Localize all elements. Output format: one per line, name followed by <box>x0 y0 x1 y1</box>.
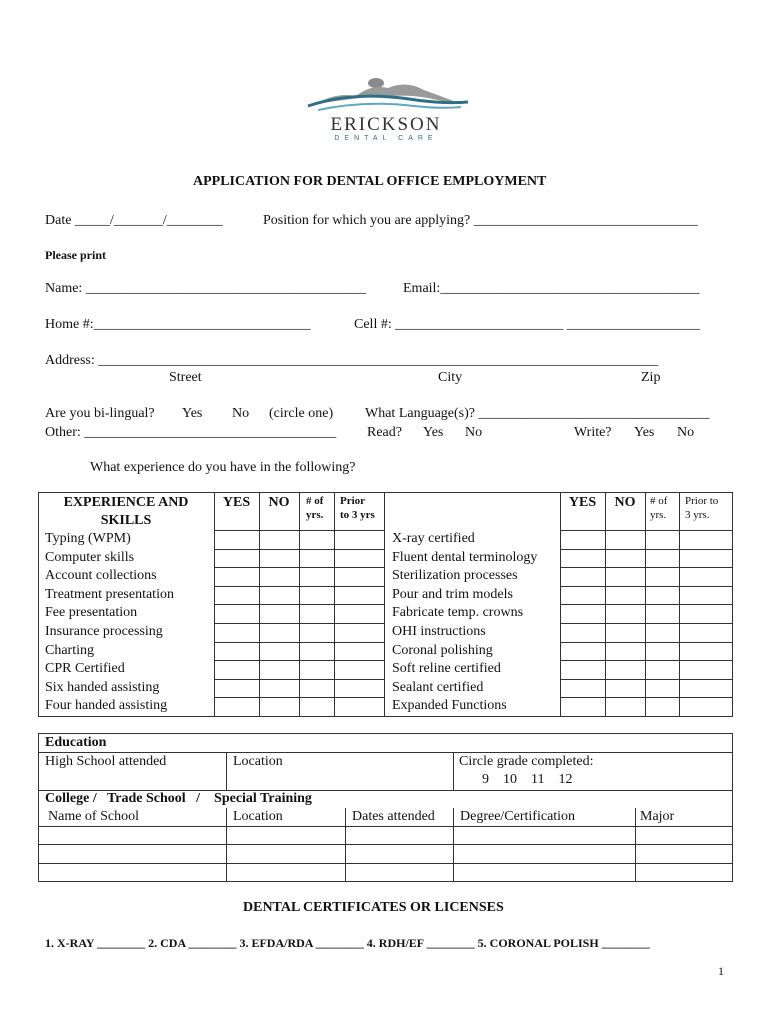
table-row-line <box>214 604 384 605</box>
table-col-line <box>384 492 385 716</box>
header-years-left-1: # of <box>306 495 324 507</box>
skill-left-item: Treatment presentation <box>45 587 174 602</box>
table-row-line <box>560 586 732 587</box>
table-row-line <box>214 549 384 550</box>
skill-right-item: OHI instructions <box>392 624 486 639</box>
table-row-line <box>214 660 384 661</box>
table-row-line <box>560 642 732 643</box>
edu-col-line <box>453 752 454 790</box>
date-field[interactable]: Date _____/_______/________ <box>45 213 223 228</box>
table-row-line <box>560 660 732 661</box>
table-row-line <box>214 623 384 624</box>
header-prior-right-2: 3 yrs. <box>685 509 710 521</box>
header-skills-line2: SKILLS <box>100 513 152 528</box>
header-prior-left-2: to 3 yrs <box>340 509 375 521</box>
skill-right-item: Fluent dental terminology <box>392 550 538 565</box>
header-prior-left-1: Prior <box>340 495 366 507</box>
page-number: 1 <box>718 964 724 978</box>
read-yes[interactable]: Yes <box>423 425 444 440</box>
circle-one-label: (circle one) <box>269 406 334 421</box>
address-field[interactable]: Address: ________________________________________________________________________________ <box>45 353 659 368</box>
table-row-line <box>560 604 732 605</box>
header-years-right-2: yrs. <box>650 509 667 521</box>
experience-prompt: What experience do you have in the following? <box>90 460 356 475</box>
position-field[interactable]: Position for which you are applying? ________________________________ <box>263 213 698 228</box>
table-row-line <box>214 586 384 587</box>
edu-row-line <box>38 752 732 753</box>
skill-left-item: Four handed assisting <box>45 698 168 713</box>
edu-col-line <box>226 752 227 790</box>
zip-label: Zip <box>641 370 661 385</box>
table-header-line <box>560 530 732 531</box>
city-label: City <box>438 370 463 385</box>
header-no-right: NO <box>614 495 636 510</box>
experience-table <box>38 492 732 716</box>
table-row-line <box>560 623 732 624</box>
skill-right-item: Sterilization processes <box>392 568 518 583</box>
skill-right-item: Coronal polishing <box>392 643 493 658</box>
bilingual-question: Are you bi-lingual? <box>45 406 155 421</box>
read-no[interactable]: No <box>465 425 483 440</box>
education-title: Education <box>45 735 107 750</box>
write-no[interactable]: No <box>677 425 695 440</box>
skill-left-item: CPR Certified <box>45 661 125 676</box>
edu-col-line <box>345 808 346 881</box>
logo-name: ERICKSON <box>330 114 442 135</box>
skill-left-item: Typing (WPM) <box>45 531 131 546</box>
high-school-location-field[interactable]: Location <box>233 754 283 769</box>
skill-right-item: Expanded Functions <box>392 698 507 713</box>
skill-left-item: Charting <box>45 643 94 658</box>
college-title: College / Trade School / Special Training <box>45 791 312 806</box>
dates-attended-header: Dates attended <box>352 809 435 824</box>
table-row-line <box>214 642 384 643</box>
education-section <box>38 733 732 881</box>
grade-options[interactable]: 9 10 11 12 <box>482 772 573 787</box>
college-location-header: Location <box>233 809 283 824</box>
header-yes-right: YES <box>568 495 597 510</box>
header-prior-right-1: Prior to <box>685 495 719 507</box>
erickson-logo <box>296 74 476 142</box>
skill-left-item: Fee presentation <box>45 605 138 620</box>
table-row-line <box>560 679 732 680</box>
table-row-line <box>214 697 384 698</box>
edu-col-line <box>226 808 227 881</box>
table-row-line <box>214 679 384 680</box>
table-header-line <box>214 530 384 531</box>
skill-right-item: Fabricate temp. crowns <box>392 605 524 620</box>
name-field[interactable]: Name: ________________________________________ <box>45 281 366 296</box>
header-years-right-1: # of <box>650 495 668 507</box>
street-label: Street <box>169 370 202 385</box>
edu-border-left <box>38 733 39 881</box>
language-field[interactable]: What Language(s)? _________________________________ <box>365 406 710 421</box>
circle-grade-label: Circle grade completed: <box>459 754 594 769</box>
bilingual-yes[interactable]: Yes <box>182 406 203 421</box>
skill-right-item: Soft reline certified <box>392 661 501 676</box>
edu-row-line <box>38 826 732 827</box>
edu-row-line <box>38 863 732 864</box>
logo-subtitle: DENTAL CARE <box>334 135 438 142</box>
edu-col-line <box>453 808 454 881</box>
table-row-line <box>214 567 384 568</box>
header-years-left-2: yrs. <box>306 509 324 521</box>
cell-phone-field[interactable]: Cell #: ________________________ ___________________ <box>354 317 700 332</box>
major-header: Major <box>640 809 675 824</box>
header-skills-line1: EXPERIENCE AND <box>63 495 189 510</box>
read-label: Read? <box>367 425 402 440</box>
skill-left-item: Computer skills <box>45 550 135 565</box>
skill-right-item: X-ray certified <box>392 531 475 546</box>
edu-border-top <box>38 733 732 734</box>
table-border-bottom <box>38 716 733 717</box>
edu-row-line <box>38 844 732 845</box>
certificates-line[interactable]: 1. X-RAY ________ 2. CDA ________ 3. EFDA/RDA ________ 4. RDH/EF ________ 5. CORONAL POLISH ________ <box>45 936 650 950</box>
skill-left-item: Account collections <box>45 568 157 583</box>
skill-left-item: Six handed assisting <box>45 680 160 695</box>
skill-right-item: Pour and trim models <box>392 587 513 602</box>
write-yes[interactable]: Yes <box>634 425 655 440</box>
home-phone-field[interactable]: Home #:_______________________________ <box>45 317 311 332</box>
logo-sun-icon <box>368 78 384 88</box>
skill-right-item: Sealant certified <box>392 680 484 695</box>
degree-header: Degree/Certification <box>460 809 576 824</box>
table-row-line <box>560 697 732 698</box>
email-field[interactable]: Email:_____________________________________ <box>403 281 700 296</box>
write-label: Write? <box>574 425 612 440</box>
page-title: APPLICATION FOR DENTAL OFFICE EMPLOYMENT <box>193 174 547 189</box>
bilingual-no[interactable]: No <box>232 406 250 421</box>
header-yes-left: YES <box>222 495 251 510</box>
skill-left-item: Insurance processing <box>45 624 163 639</box>
certificates-title: DENTAL CERTIFICATES OR LICENSES <box>243 900 504 915</box>
please-print-label: Please print <box>45 248 106 262</box>
name-of-school-header: Name of School <box>48 809 139 824</box>
edu-border-right <box>732 733 733 881</box>
table-border-top <box>38 492 732 493</box>
table-row-line <box>560 549 732 550</box>
other-field[interactable]: Other: ____________________________________ <box>45 425 337 440</box>
high-school-field[interactable]: High School attended <box>45 754 167 769</box>
table-row-line <box>560 567 732 568</box>
edu-col-line <box>635 808 636 881</box>
table-border-right <box>732 492 733 716</box>
logo-wave2-icon <box>318 104 461 110</box>
edu-border-bottom <box>38 881 733 882</box>
header-no-left: NO <box>268 495 290 510</box>
